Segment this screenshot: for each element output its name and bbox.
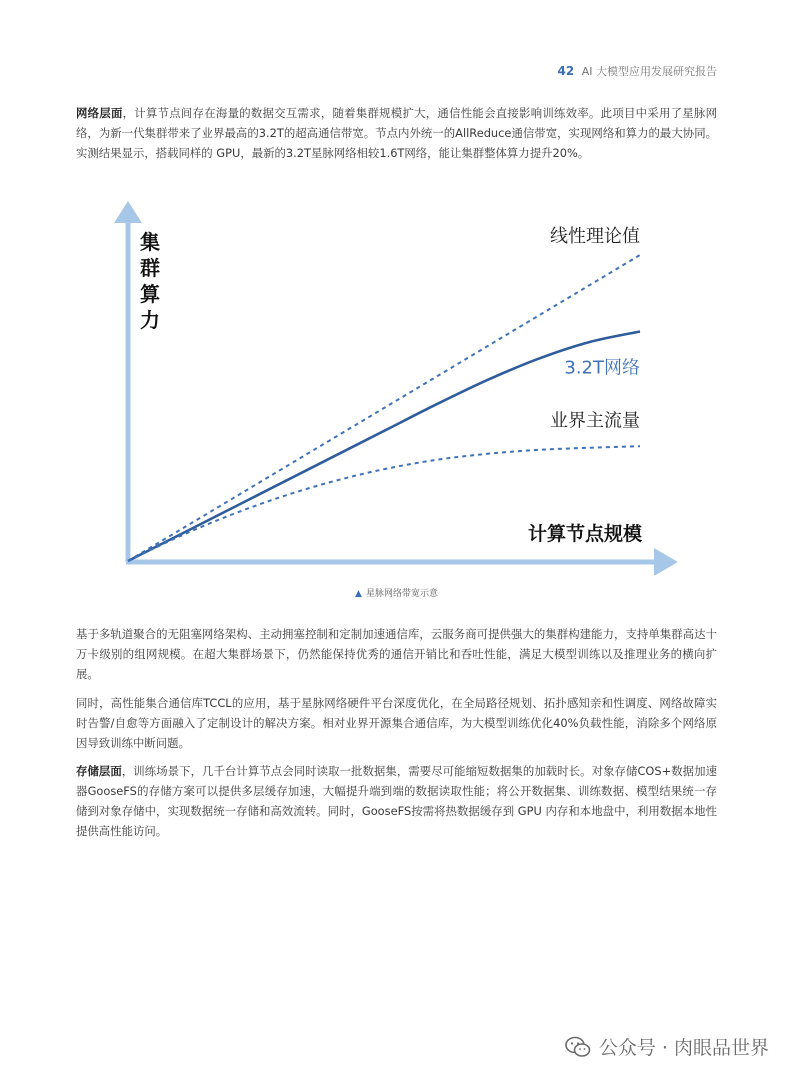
network-text: ，计算节点间存在海量的数据交互需求，随着集群规模扩大，通信性能会直接影响训练效率。此项目中采用了星脉网络，为新一代集群带来了业界最高的3.2T的超高通信带宽。节点内外统一的AllReduce通信带宽，实现网络和算力的最大协同。实测结果显示，搭载同样的 GPU，最新的3.2T星脉网络相较1.6T网络，能让集群整体算力提升20%。 [76,106,717,160]
y-axis-label-char: 集 [140,230,160,254]
series-labels [550,226,640,431]
y-axis-label [140,230,160,332]
paragraph-cluster: 基于多轨道聚合的无阻塞网络架构、主动拥塞控制和定制加速通信库，云服务商可提供强大的集群构建能力，支持单集群高达十万卡级别的组网规模。在超大集群场景下，仍然能保持优秀的通信开销比和吞吐性能，满足大模型训练以及推理业务的横向扩展。 [76,627,717,681]
watermark-text: 公众号 · 肉眼品世界 [598,1037,769,1059]
report-title: AI 大模型应用发展研究报告 [581,65,717,78]
series-line-1 [128,255,640,561]
watermark [565,1033,769,1060]
series-label-2: 3.2T网络 [564,357,640,379]
caption-triangle-icon: ▲ [355,589,362,599]
y-axis-label-char: 群 [140,256,160,280]
storage-text: ，训练场景下，几千台计算节点会同时读取一批数据集，需要尽可能缩短数据集的加载时长。对象存储COS+数据加速器GooseFS的存储方案可以提供多层缓存加速，大幅提升端到端的数据读取性能；将公开数据集、训练数据、模型结果统一存储到对象存储中，实现数据统一存储和高效流转。同时，GooseFS按需将热数据缓存到 GPU 内存和本地盘中，利用数据本地性提供高性能访问。 [76,764,717,838]
x-axis-arrow [654,548,678,575]
paragraph-network [76,103,717,163]
bandwidth-chart [0,195,793,575]
paragraph-storage [76,761,717,841]
chart-series [128,255,640,561]
caption-text: 星脉网络带宽示意 [365,589,438,599]
x-axis-label: 计算节点规模 [527,523,642,545]
y-axis-label-char: 力 [140,308,160,332]
wechat-icon [565,1036,591,1058]
y-axis-label-char: 算 [140,282,160,306]
paragraph-tccl: 同时，高性能集合通信库TCCL的应用，基于星脉网络硬件平台深度优化，在全局路径规划、拓扑感知亲和性调度、网络故障实时告警/自愈等方面融入了定制设计的解决方案。相对业界开源集合通信库，为大模型训练优化40%负载性能，消除多个网络原因导致训练中断问题。 [76,696,717,750]
chart-caption [0,586,793,599]
network-lead: 网络层面 [76,106,123,120]
page-number: 42 [557,64,575,78]
y-axis-arrow [114,201,142,223]
storage-lead: 存储层面 [76,764,122,778]
series-label-1: 线性理论值 [550,226,640,247]
series-label-3: 业界主流量 [550,410,640,432]
page-header [558,63,717,79]
